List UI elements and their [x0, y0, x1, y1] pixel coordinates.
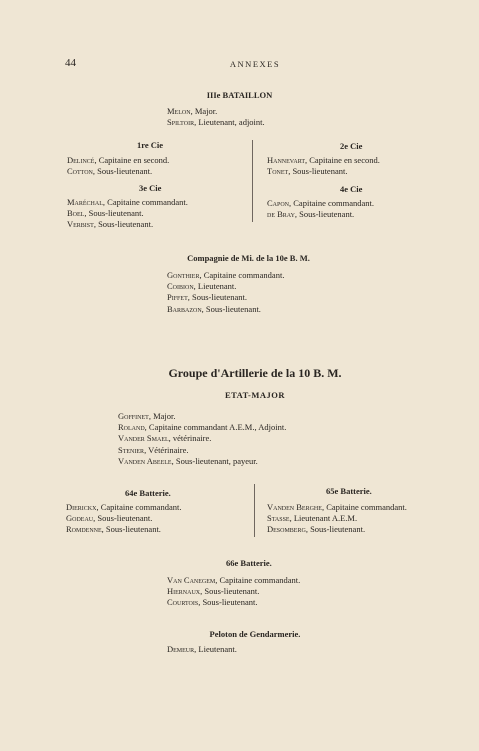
bataillon-title: IIIe BATAILLON: [206, 90, 273, 100]
etat-major-list: Goffinet, Major. Roland, Capitaine commandant A.E.M., Adjoint. Vander Smael, vétérinaire. Stenier, Vétérinaire. Vanden Abeele, Sous-lieutenant, payeur.: [118, 411, 287, 466]
gendarmerie-list: Demeur, Lieutenant.: [167, 644, 237, 654]
page-number: 44: [65, 57, 76, 69]
company-2-list: Hannevart, Capitaine en second. Tonet, Sous-lieutenant.: [267, 155, 380, 177]
column-divider: [252, 140, 253, 222]
company-3-list: Maréchal, Capitaine commandant. Boel, Sous-lieutenant. Verbist, Sous-lieutenant.: [67, 197, 188, 230]
gendarmerie-title: Peloton de Gendarmerie.: [209, 629, 301, 639]
compagnie-mi-list: Gonthier, Capitaine commandant. Coibion, Lieutenant. Piffet, Sous-lieutenant. Barbazon, Sous-lieutenant.: [167, 270, 285, 314]
battery-65-title: 65e Batterie.: [326, 486, 372, 496]
staff-line: Melon, Major.: [167, 106, 218, 116]
company-1-title: 1re Cie: [137, 140, 164, 150]
artillerie-title: Groupe d'Artillerie de la 10 B. M.: [168, 366, 342, 380]
running-title: ANNEXES: [229, 59, 281, 69]
battery-64-list: Dierickx, Capitaine commandant. Godeau, Sous-lieutenant. Romdenne, Sous-lieutenant.: [66, 502, 182, 535]
battery-65-list: Vanden Berghe, Capitaine commandant. Stasse, Lieutenant A.E.M. Desomberg, Sous-lieutenant.: [267, 502, 407, 535]
bataillon-staff: [167, 106, 265, 128]
company-4-list: Capon, Capitaine commandant. de Bray, Sous-lieutenant.: [267, 198, 374, 220]
etat-major-title: ETAT-MAJOR: [224, 390, 286, 400]
column-divider: [254, 484, 255, 537]
company-1-list: Delincé, Capitaine en second. Cotton, Sous-lieutenant.: [67, 155, 170, 177]
battery-64-title: 64e Batterie.: [125, 488, 171, 498]
compagnie-mi-title: Compagnie de Mi. de la 10e B. M.: [187, 253, 310, 263]
company-4-title: 4e Cie: [340, 184, 363, 194]
battery-66-list: Van Canegem, Capitaine commandant. Hiernaux, Sous-lieutenant. Courtois, Sous-lieutenant.: [167, 575, 301, 608]
company-2-title: 2e Cie: [340, 141, 363, 151]
battery-66-title: 66e Batterie.: [226, 558, 272, 568]
company-3-title: 3e Cie: [139, 183, 162, 193]
staff-line: Spiltoir, Lieutenant, adjoint.: [167, 117, 265, 128]
